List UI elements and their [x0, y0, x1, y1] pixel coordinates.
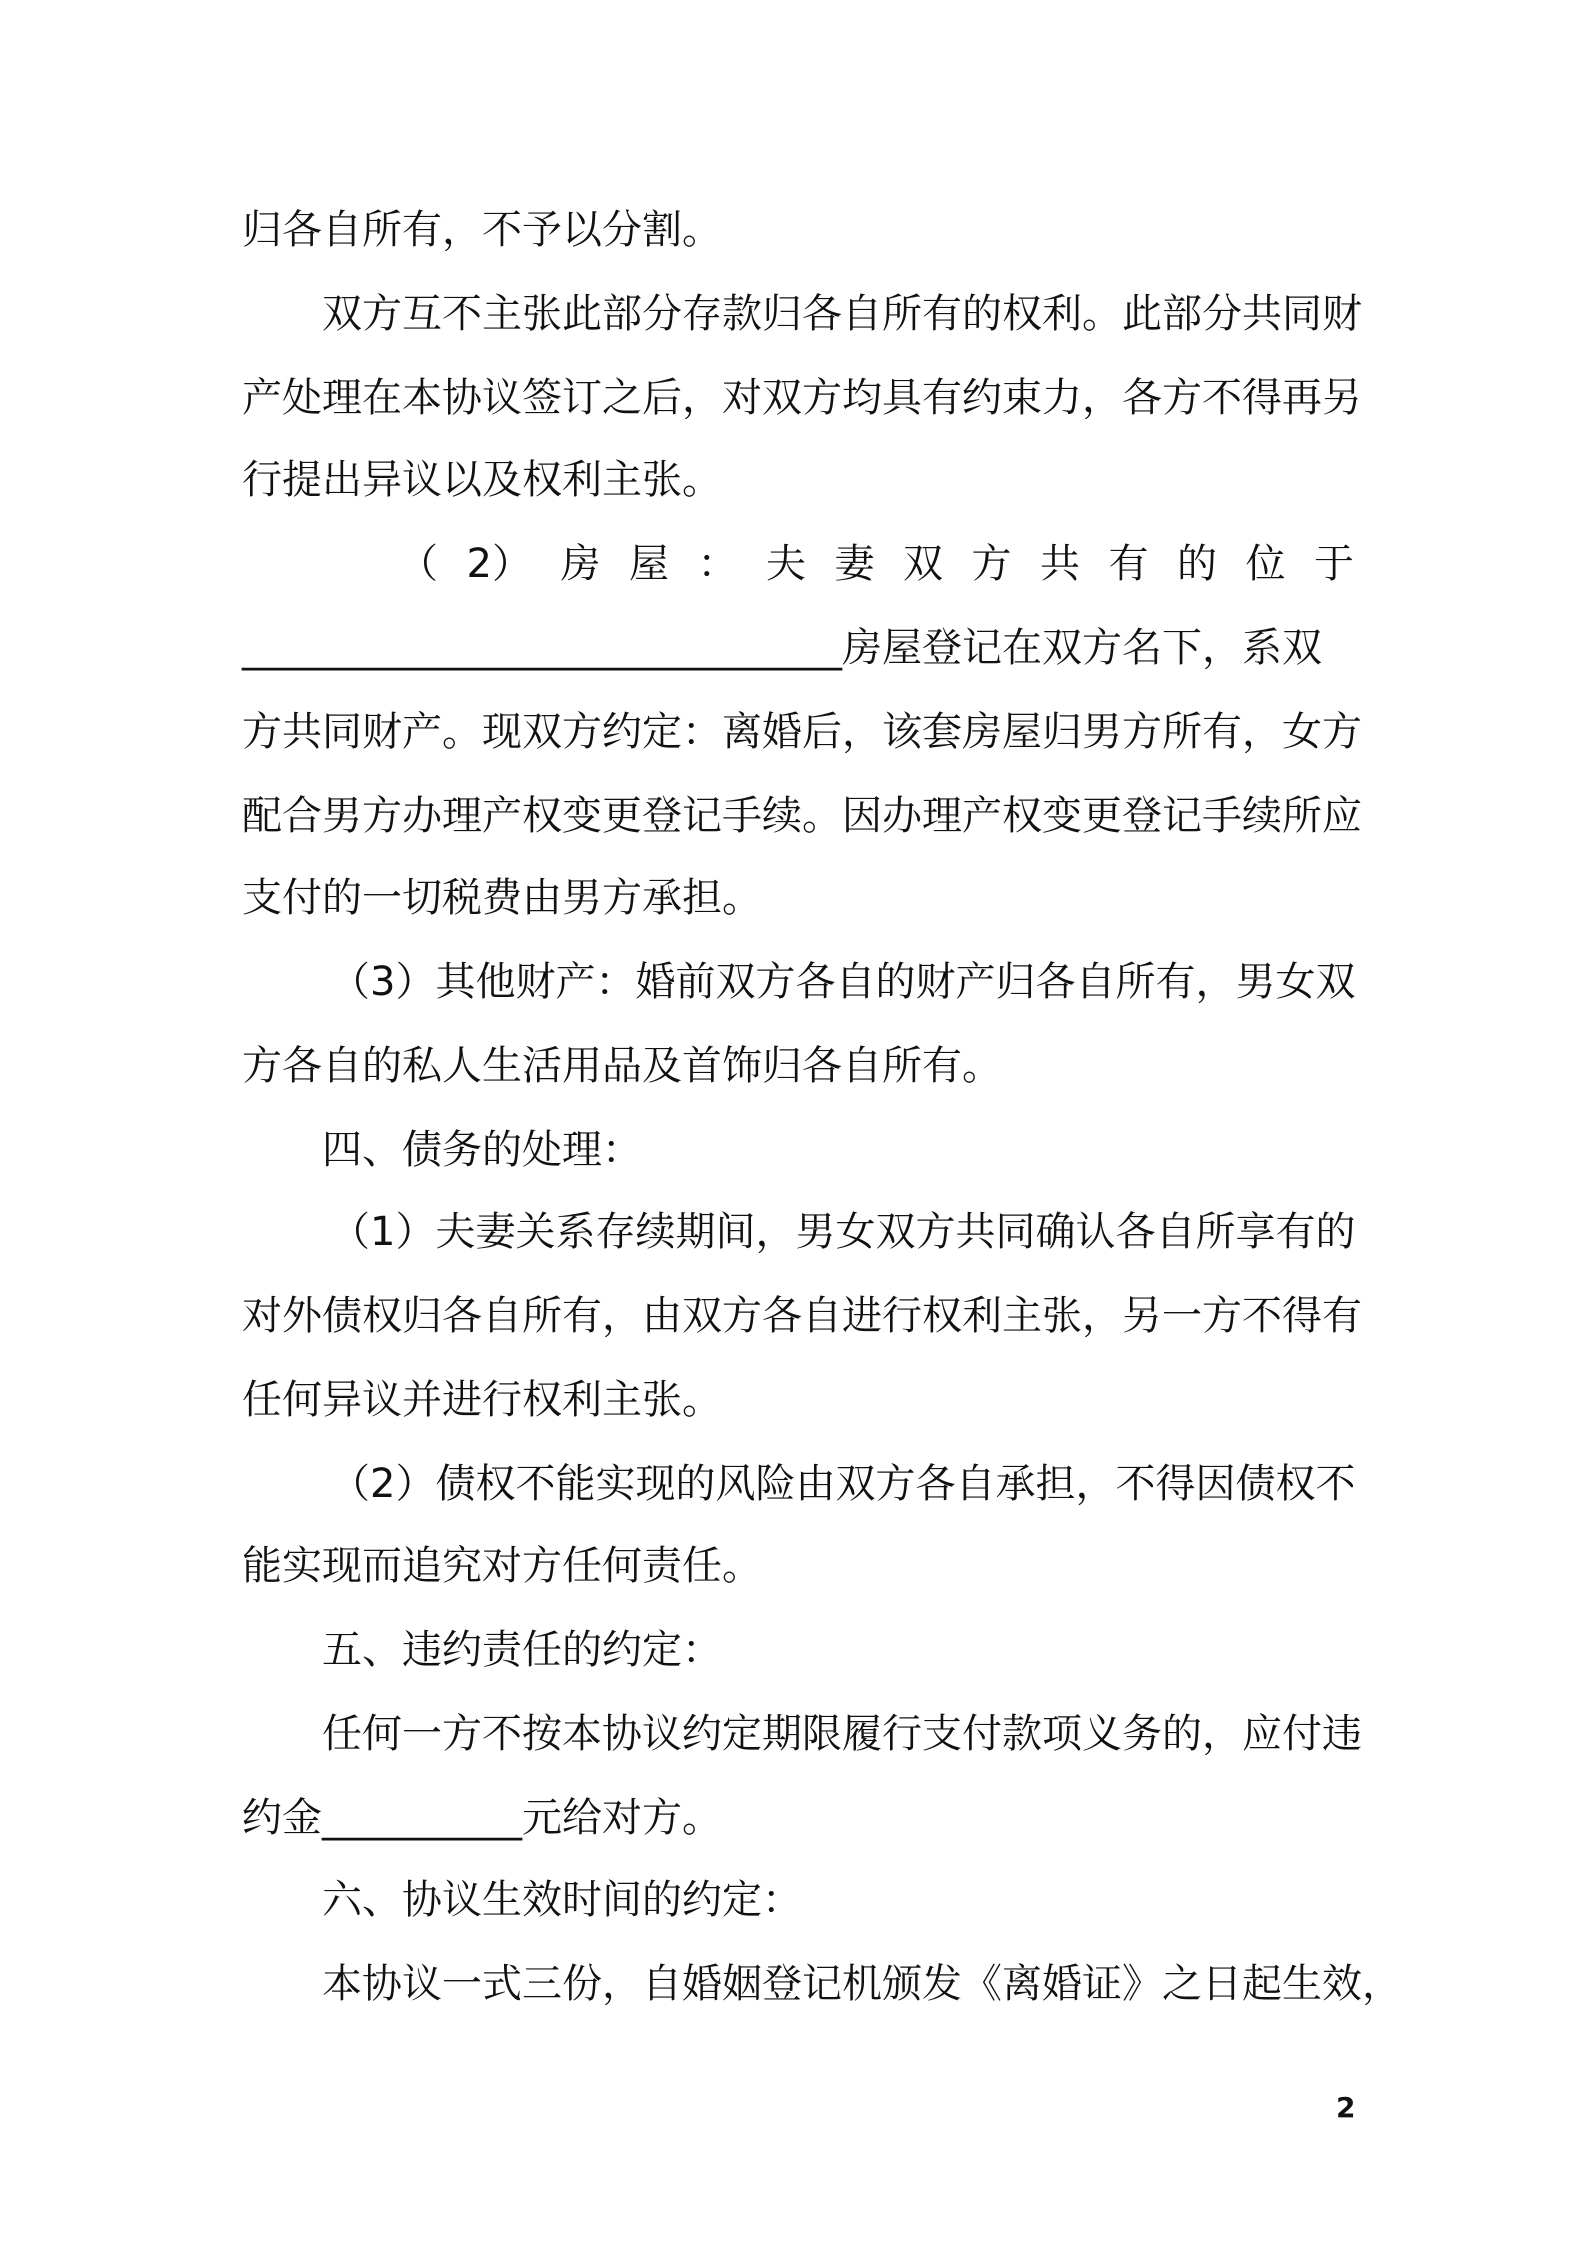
text-line: （2）债权不能实现的风险由双方各自承担，不得因债权不: [330, 1461, 1356, 1507]
text-line: （1）夫妻关系存续期间，男女双方共同确认各自所享有的: [330, 1209, 1356, 1255]
text-fragment: 房: [560, 541, 601, 587]
text-line: 任何一方不按本协议约定期限履行支付款项义务的，应付违: [322, 1711, 1362, 1757]
text-line: 产处理在本协议签订之后，对双方均具有约束力，各方不得再另: [242, 375, 1362, 421]
text-fragment: 妻: [834, 541, 875, 587]
section-heading: 六、协议生效时间的约定：: [322, 1877, 802, 1923]
text-fragment: 的: [1176, 541, 1217, 587]
text-line: 双方互不主张此部分存款归各自所有的权利。此部分共同财: [322, 291, 1362, 337]
text-line: 归各自所有，不予以分割。: [242, 207, 722, 253]
text-fragment: 2）: [466, 541, 532, 587]
text-fragment: 于: [1313, 541, 1354, 587]
text-fragment: ：: [697, 541, 738, 587]
text-line: 支付的一切税费由男方承担。: [242, 875, 762, 921]
text-line: 本协议一式三份，自婚姻登记机颁发《离婚证》之日起生效，: [322, 1961, 1402, 2007]
text-fragment: 屋: [628, 541, 669, 587]
text-fragment: 双: [902, 541, 943, 587]
text-fragment: （: [398, 541, 438, 587]
text-fragment: 夫: [765, 541, 806, 587]
text-line: 方各自的私人生活用品及首饰归各自所有。: [242, 1043, 1002, 1089]
text-line: （3）其他财产：婚前双方各自的财产归各自所有，男女双: [330, 959, 1356, 1005]
text-fragment: 方: [971, 541, 1012, 587]
spaced-heading-line: [398, 536, 1354, 592]
text-line: 方共同财产。现双方约定：离婚后，该套房屋归男方所有，女方: [242, 709, 1362, 755]
text-line: 约金__________元给对方。: [242, 1795, 722, 1841]
text-line: 对外债权归各自所有，由双方各自进行权利主张，另一方不得有: [242, 1293, 1362, 1339]
text-line: 能实现而追究对方任何责任。: [242, 1543, 762, 1589]
text-line: 配合男方办理产权变更登记手续。因办理产权变更登记手续所应: [242, 793, 1362, 839]
page-number: 2: [1336, 2091, 1356, 2124]
section-heading: 五、违约责任的约定：: [322, 1627, 722, 1673]
text-line: ______________________________房屋登记在双方名下，系双: [242, 625, 1322, 671]
text-line: 行提出异议以及权利主张。: [242, 457, 722, 503]
text-line: 任何异议并进行权利主张。: [242, 1377, 722, 1423]
text-fragment: 位: [1245, 541, 1286, 587]
text-fragment: 共: [1039, 541, 1080, 587]
text-fragment: 有: [1108, 541, 1149, 587]
section-heading: 四、债务的处理：: [322, 1127, 642, 1173]
